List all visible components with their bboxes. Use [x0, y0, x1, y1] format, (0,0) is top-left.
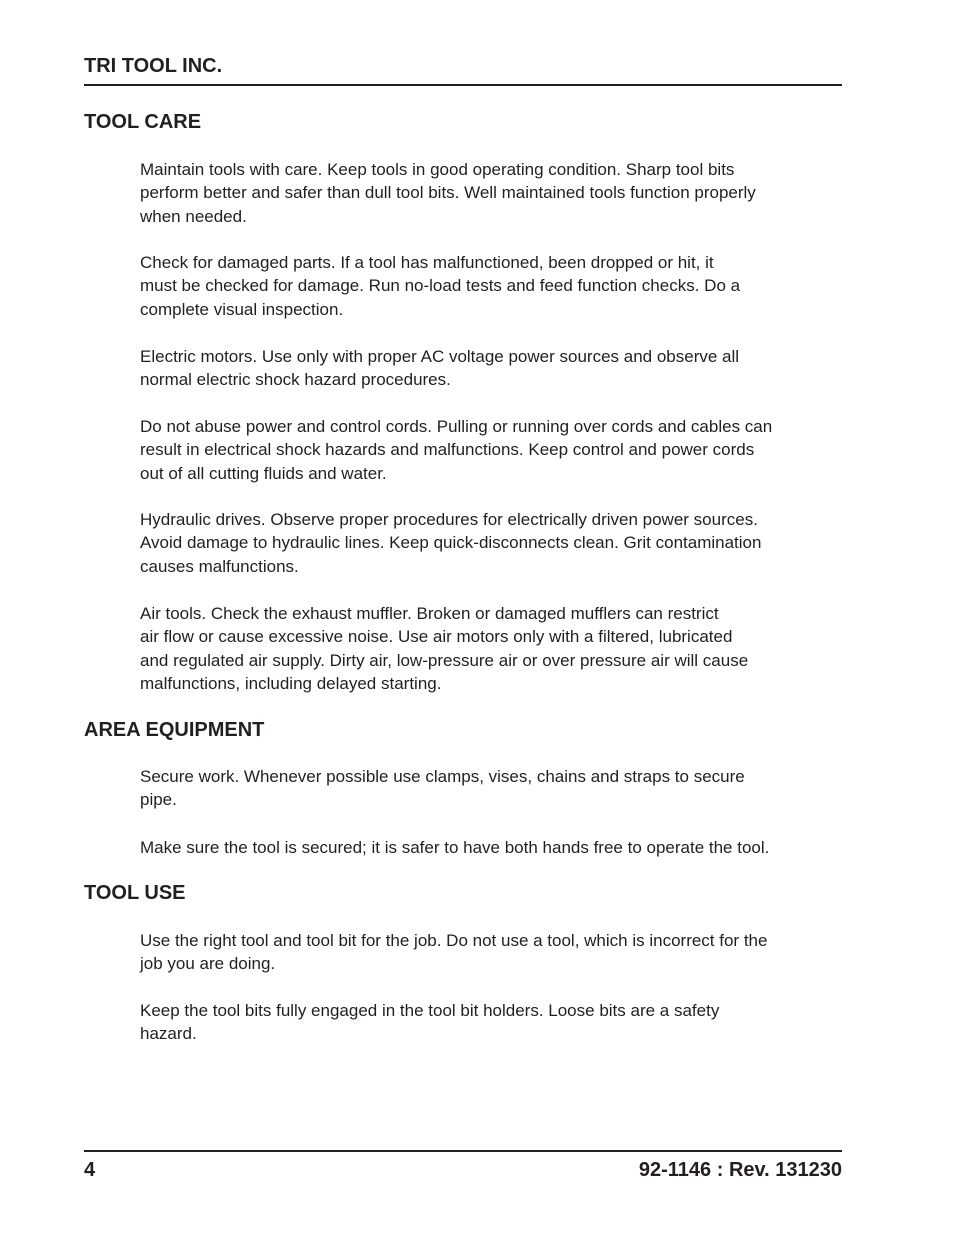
- company-name: TRI TOOL INC.: [84, 55, 223, 77]
- paragraph-area-equipment-secure-work: Secure work. Whenever possible use clamps, vises, chains and straps to secure pipe.: [140, 767, 745, 810]
- paragraph-tool-use-bits-engaged: Keep the tool bits fully engaged in the tool bit holders. Loose bits are a safety hazard.: [140, 1001, 720, 1044]
- paragraph-tool-use-right-tool: Use the right tool and tool bit for the job. Do not use a tool, which is incorrect for the job you are doing.: [140, 931, 768, 974]
- paragraph-tool-care-maintain: Maintain tools with care. Keep tools in good operating condition. Sharp tool bits perform better and safer than dull tool bits. Well maintained tools function properly when needed.: [140, 160, 756, 226]
- paragraph-tool-care-hydraulic: Hydraulic drives. Observe proper procedures for electrically driven power sources. Avoid damage to hydraulic lines. Keep quick-disconnects clean. Grit contamination causes malfunctions.: [140, 510, 762, 576]
- paragraph-tool-care-air-tools: Air tools. Check the exhaust muffler. Broken or damaged mufflers can restrict air flow or cause excessive noise. Use air motors only with a filtered, lubricated and regulated air supply. Dirty air, low-pressure air or over pressure air will cause malfunctions, including delayed starting.: [140, 604, 749, 693]
- document-revision: 92-1146 : Rev. 131230: [638, 1159, 842, 1181]
- section-heading-tool-use: TOOL USE: [84, 882, 186, 904]
- paragraph-tool-care-electric-motors: Electric motors. Use only with proper AC voltage power sources and observe all normal electric shock hazard procedures.: [140, 347, 740, 390]
- section-heading-tool-care: TOOL CARE: [84, 111, 202, 133]
- page-footer: [84, 1150, 842, 1186]
- section-heading-area-equipment: AREA EQUIPMENT: [84, 719, 265, 741]
- page-header: [84, 52, 842, 86]
- paragraph-area-equipment-tool-secured: Make sure the tool is secured; it is safer to have both hands free to operate the tool.: [140, 838, 770, 857]
- page-number: 4: [84, 1159, 96, 1181]
- paragraph-tool-care-cords: Do not abuse power and control cords. Pulling or running over cords and cables can result in electrical shock hazards and malfunctions. Keep control and power cords out of all cutting fluids and water.: [140, 417, 773, 483]
- paragraph-tool-care-damaged-parts: Check for damaged parts. If a tool has malfunctioned, been dropped or hit, it must be checked for damage. Run no-load tests and feed function checks. Do a complete visual inspection.: [140, 253, 741, 319]
